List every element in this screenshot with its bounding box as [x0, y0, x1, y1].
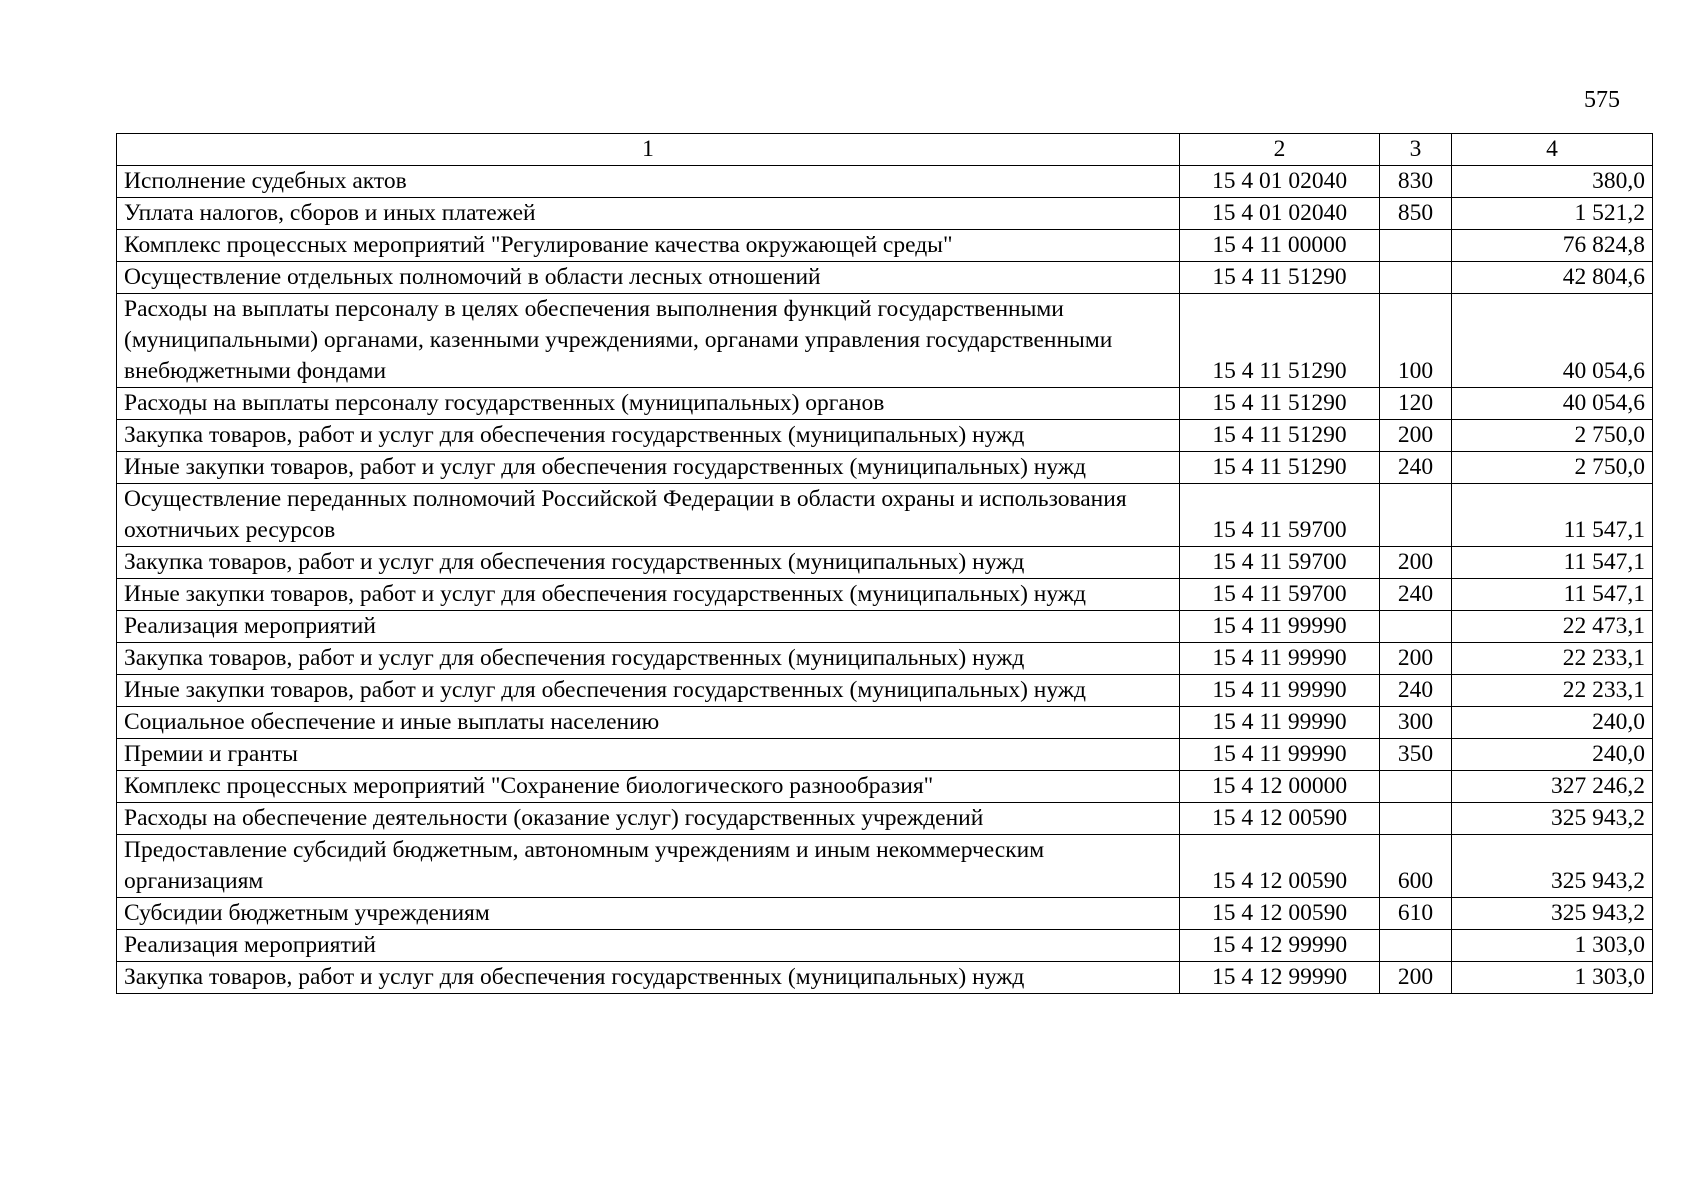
row-code-cell: 15 4 12 99990 [1180, 962, 1380, 994]
row-name-cell: Реализация мероприятий [117, 611, 1180, 643]
row-code-cell: 15 4 11 51290 [1180, 294, 1380, 388]
row-name-cell: Расходы на выплаты персоналу в целях обеспечения выполнения функций государственными (муниципальными) органами, казенными учреждениями, органами управления государственными внебюджетными фондами [117, 294, 1180, 388]
row-type-cell: 240 [1380, 675, 1452, 707]
row-amount-cell: 2 750,0 [1452, 452, 1653, 484]
table-row [117, 166, 1653, 198]
row-type-cell: 300 [1380, 707, 1452, 739]
row-type-cell: 240 [1380, 579, 1452, 611]
row-amount-cell: 11 547,1 [1452, 484, 1653, 547]
budget-table [116, 133, 1653, 994]
row-amount-cell: 76 824,8 [1452, 230, 1653, 262]
row-code-cell: 15 4 12 00590 [1180, 803, 1380, 835]
row-code-cell: 15 4 01 02040 [1180, 198, 1380, 230]
table-row [117, 803, 1653, 835]
row-type-cell: 100 [1380, 294, 1452, 388]
row-code-cell: 15 4 11 59700 [1180, 484, 1380, 547]
row-type-cell: 200 [1380, 547, 1452, 579]
row-amount-cell: 380,0 [1452, 166, 1653, 198]
row-code-cell: 15 4 11 99990 [1180, 707, 1380, 739]
row-code-cell: 15 4 12 99990 [1180, 930, 1380, 962]
table-row [117, 198, 1653, 230]
table-row [117, 484, 1653, 547]
row-code-cell: 15 4 11 00000 [1180, 230, 1380, 262]
table-row [117, 675, 1653, 707]
row-name-cell: Закупка товаров, работ и услуг для обеспечения государственных (муниципальных) нужд [117, 547, 1180, 579]
row-amount-cell: 1 303,0 [1452, 962, 1653, 994]
row-code-cell: 15 4 11 51290 [1180, 420, 1380, 452]
row-type-cell [1380, 803, 1452, 835]
row-amount-cell: 1 521,2 [1452, 198, 1653, 230]
row-type-cell [1380, 230, 1452, 262]
row-type-cell [1380, 262, 1452, 294]
row-type-cell [1380, 484, 1452, 547]
table-row [117, 547, 1653, 579]
table-row [117, 962, 1653, 994]
row-type-cell [1380, 771, 1452, 803]
row-name-cell: Уплата налогов, сборов и иных платежей [117, 198, 1180, 230]
table-row [117, 643, 1653, 675]
column-header-code: 2 [1180, 134, 1380, 166]
row-type-cell: 610 [1380, 898, 1452, 930]
row-amount-cell: 22 473,1 [1452, 611, 1653, 643]
row-name-cell: Закупка товаров, работ и услуг для обеспечения государственных (муниципальных) нужд [117, 962, 1180, 994]
row-name-cell: Иные закупки товаров, работ и услуг для обеспечения государственных (муниципальных) нужд [117, 452, 1180, 484]
row-name-cell: Иные закупки товаров, работ и услуг для обеспечения государственных (муниципальных) нужд [117, 675, 1180, 707]
row-amount-cell: 325 943,2 [1452, 898, 1653, 930]
row-amount-cell: 325 943,2 [1452, 803, 1653, 835]
row-name-cell: Субсидии бюджетным учреждениям [117, 898, 1180, 930]
row-code-cell: 15 4 01 02040 [1180, 166, 1380, 198]
table-row [117, 771, 1653, 803]
column-header-name: 1 [117, 134, 1180, 166]
row-name-cell: Расходы на обеспечение деятельности (оказание услуг) государственных учреждений [117, 803, 1180, 835]
row-amount-cell: 327 246,2 [1452, 771, 1653, 803]
row-code-cell: 15 4 11 59700 [1180, 547, 1380, 579]
table-row [117, 420, 1653, 452]
row-name-cell: Иные закупки товаров, работ и услуг для обеспечения государственных (муниципальных) нужд [117, 579, 1180, 611]
row-code-cell: 15 4 11 59700 [1180, 579, 1380, 611]
row-name-cell: Комплекс процессных мероприятий "Регулирование качества окружающей среды" [117, 230, 1180, 262]
table-row [117, 262, 1653, 294]
row-name-cell: Предоставление субсидий бюджетным, автономным учреждениям и иным некоммерческим организациям [117, 835, 1180, 898]
row-type-cell: 120 [1380, 388, 1452, 420]
row-code-cell: 15 4 11 51290 [1180, 452, 1380, 484]
row-code-cell: 15 4 11 99990 [1180, 611, 1380, 643]
row-name-cell: Социальное обеспечение и иные выплаты населению [117, 707, 1180, 739]
table-row [117, 452, 1653, 484]
budget-table-body [117, 134, 1653, 994]
table-header-row [117, 134, 1653, 166]
row-name-cell: Осуществление отдельных полномочий в области лесных отношений [117, 262, 1180, 294]
row-amount-cell: 325 943,2 [1452, 835, 1653, 898]
row-amount-cell: 22 233,1 [1452, 643, 1653, 675]
table-row [117, 898, 1653, 930]
row-amount-cell: 22 233,1 [1452, 675, 1653, 707]
table-row [117, 930, 1653, 962]
row-amount-cell: 11 547,1 [1452, 579, 1653, 611]
row-amount-cell: 2 750,0 [1452, 420, 1653, 452]
row-code-cell: 15 4 11 99990 [1180, 739, 1380, 771]
row-type-cell: 850 [1380, 198, 1452, 230]
row-name-cell: Осуществление переданных полномочий Российской Федерации в области охраны и использования охотничьих ресурсов [117, 484, 1180, 547]
row-amount-cell: 240,0 [1452, 739, 1653, 771]
row-type-cell: 200 [1380, 962, 1452, 994]
row-amount-cell: 40 054,6 [1452, 294, 1653, 388]
row-type-cell: 350 [1380, 739, 1452, 771]
table-row [117, 388, 1653, 420]
row-amount-cell: 11 547,1 [1452, 547, 1653, 579]
row-amount-cell: 42 804,6 [1452, 262, 1653, 294]
row-amount-cell: 40 054,6 [1452, 388, 1653, 420]
row-code-cell: 15 4 11 99990 [1180, 643, 1380, 675]
page-number: 575 [1584, 87, 1620, 113]
row-type-cell [1380, 930, 1452, 962]
row-code-cell: 15 4 12 00590 [1180, 898, 1380, 930]
row-name-cell: Расходы на выплаты персоналу государственных (муниципальных) органов [117, 388, 1180, 420]
row-name-cell: Закупка товаров, работ и услуг для обеспечения государственных (муниципальных) нужд [117, 420, 1180, 452]
row-name-cell: Закупка товаров, работ и услуг для обеспечения государственных (муниципальных) нужд [117, 643, 1180, 675]
row-code-cell: 15 4 12 00590 [1180, 835, 1380, 898]
column-header-type: 3 [1380, 134, 1452, 166]
table-row [117, 707, 1653, 739]
row-name-cell: Комплекс процессных мероприятий "Сохранение биологического разнообразия" [117, 771, 1180, 803]
row-name-cell: Исполнение судебных актов [117, 166, 1180, 198]
row-type-cell: 830 [1380, 166, 1452, 198]
row-name-cell: Реализация мероприятий [117, 930, 1180, 962]
table-row [117, 579, 1653, 611]
table-row [117, 739, 1653, 771]
row-type-cell: 240 [1380, 452, 1452, 484]
row-name-cell: Премии и гранты [117, 739, 1180, 771]
row-type-cell: 200 [1380, 420, 1452, 452]
row-type-cell: 600 [1380, 835, 1452, 898]
row-amount-cell: 240,0 [1452, 707, 1653, 739]
row-type-cell [1380, 611, 1452, 643]
row-amount-cell: 1 303,0 [1452, 930, 1653, 962]
row-type-cell: 200 [1380, 643, 1452, 675]
table-row [117, 835, 1653, 898]
column-header-amount: 4 [1452, 134, 1653, 166]
table-row [117, 230, 1653, 262]
row-code-cell: 15 4 11 99990 [1180, 675, 1380, 707]
row-code-cell: 15 4 12 00000 [1180, 771, 1380, 803]
row-code-cell: 15 4 11 51290 [1180, 388, 1380, 420]
row-code-cell: 15 4 11 51290 [1180, 262, 1380, 294]
table-row [117, 294, 1653, 388]
table-row [117, 611, 1653, 643]
